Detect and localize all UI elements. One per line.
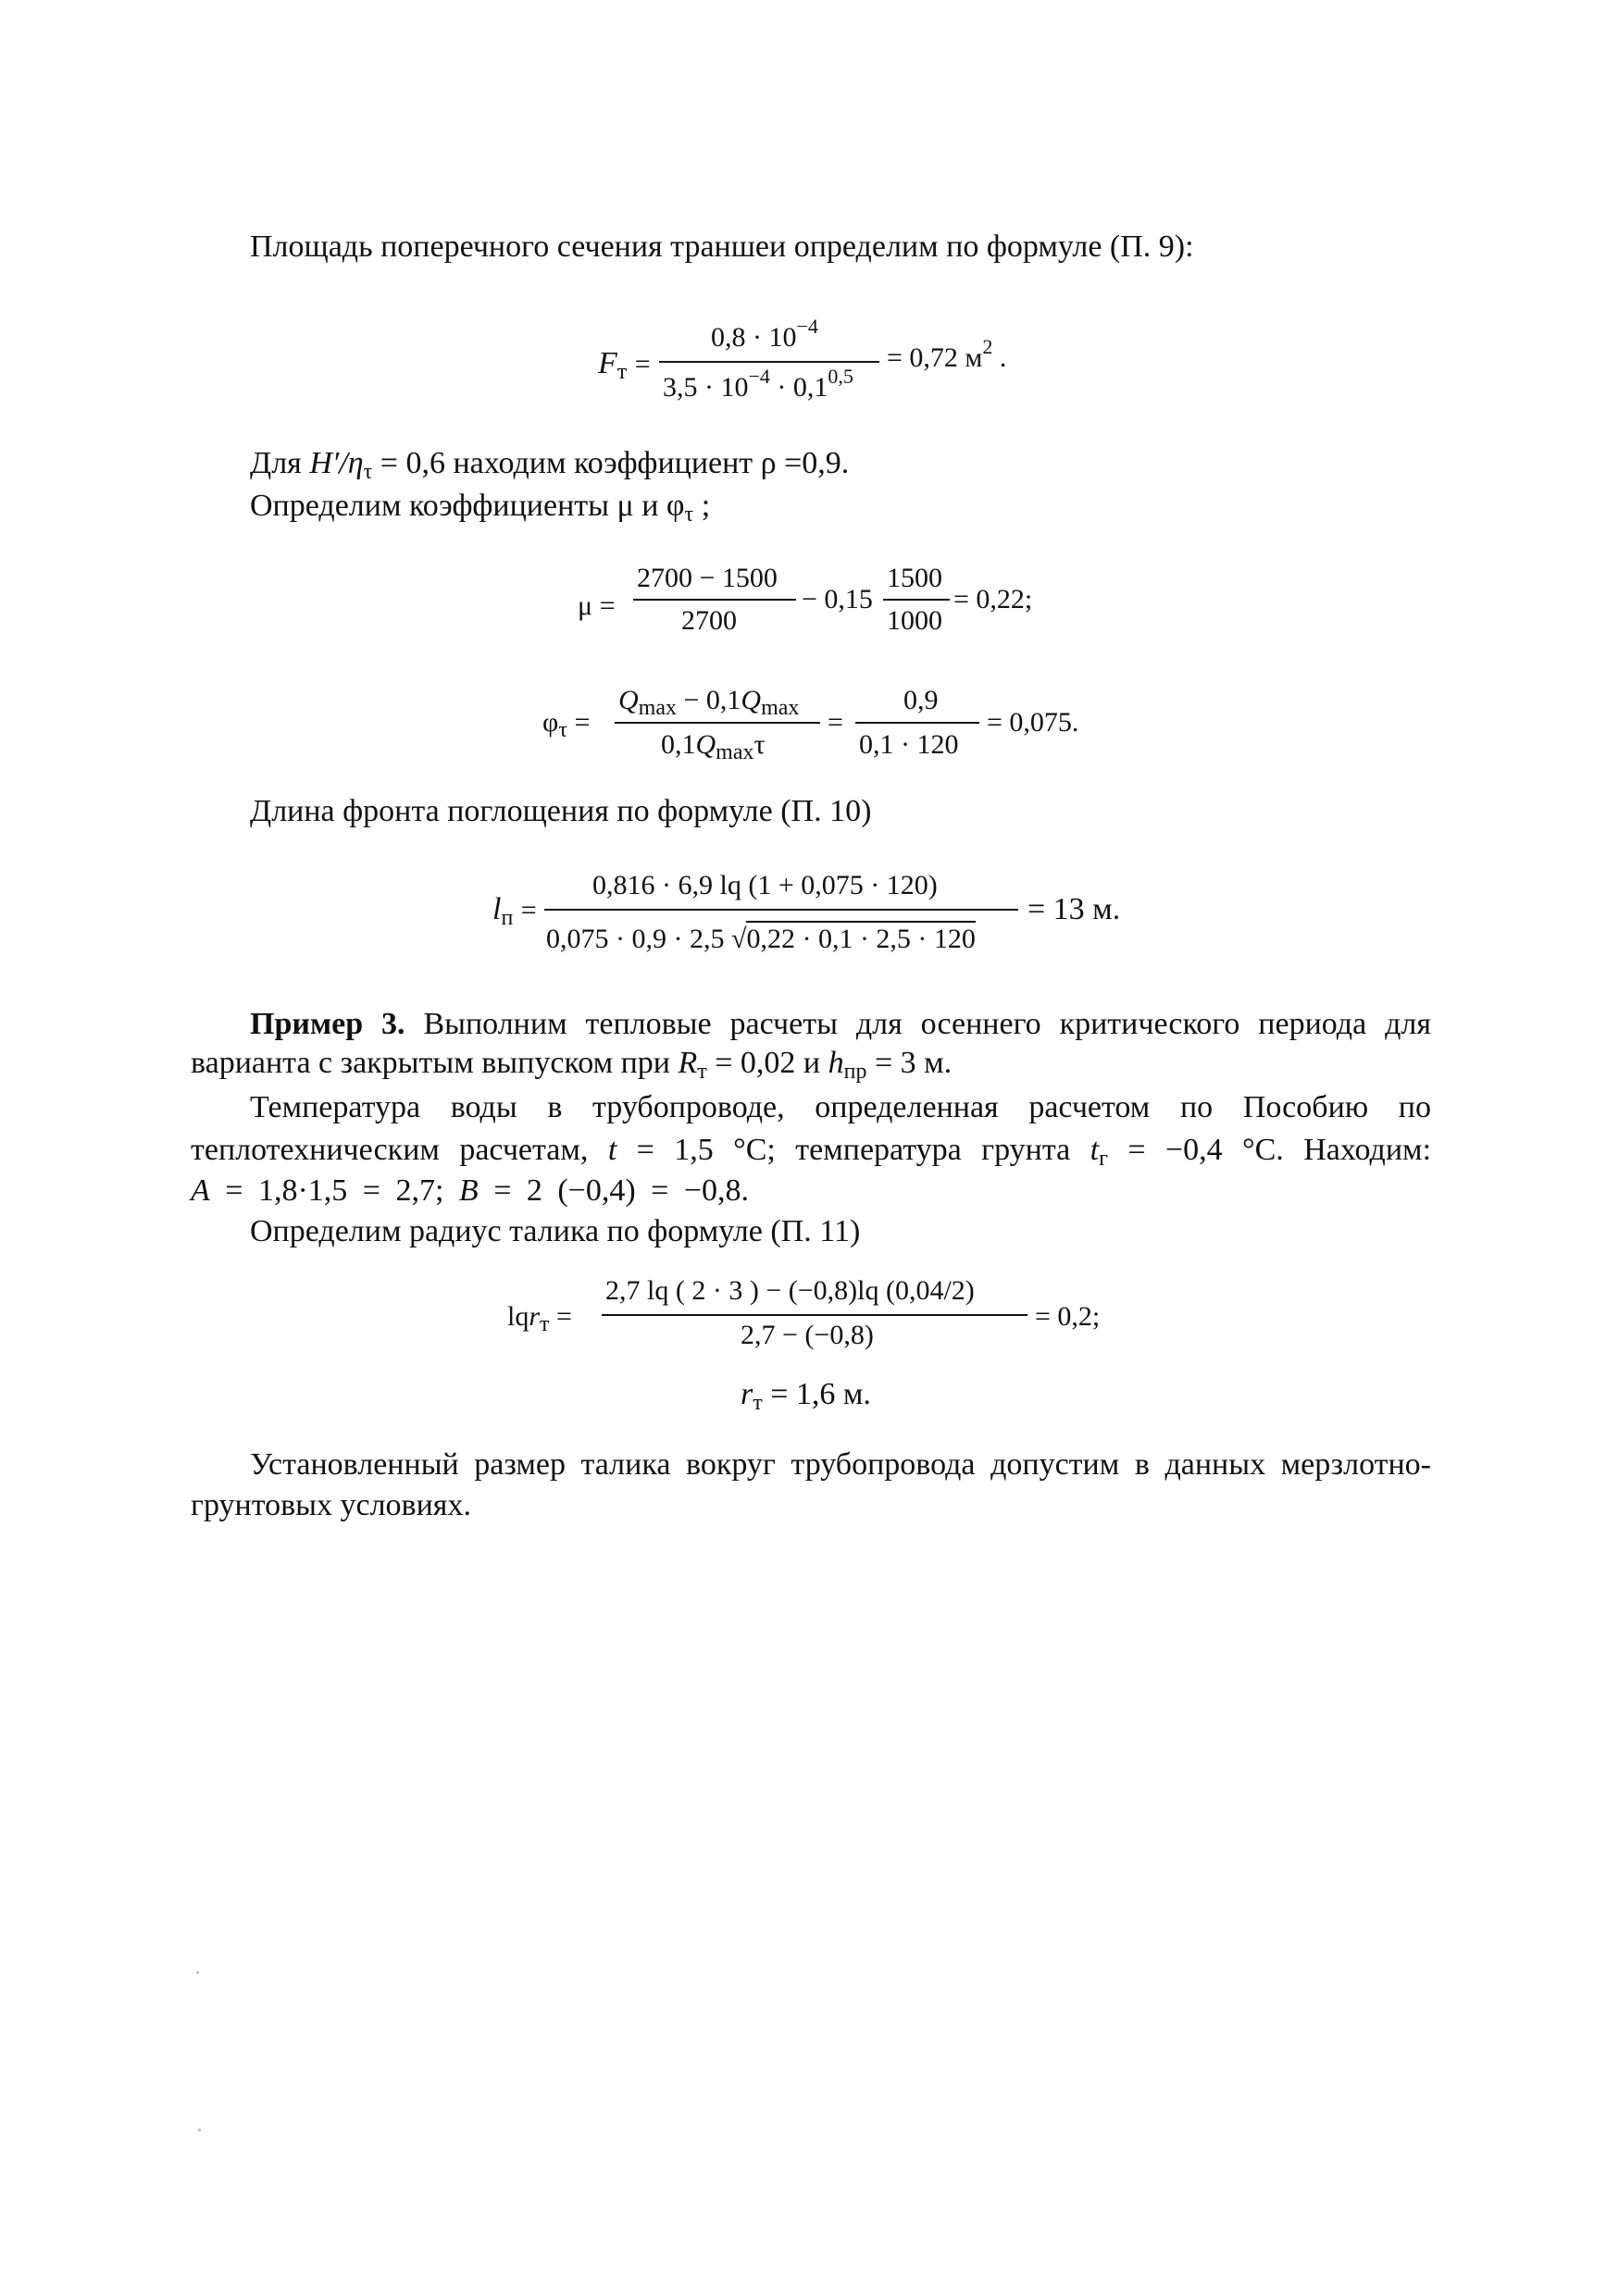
lqrt-numerator: 2,7 lq ( 2 · 3 ) − (−0,8)lq (0,04/2) bbox=[605, 1275, 975, 1306]
mu-result: = 0,22; bbox=[953, 584, 1033, 614]
phi-den1: $0,1Q_{max}\tau$ bbox=[661, 729, 766, 764]
temp-line3: A = 1,8·1,5 = 2,7; B = 2 (−0,4) = −0,8. bbox=[191, 1173, 750, 1208]
phi-num2: 0,9 bbox=[903, 685, 939, 715]
mu-mid: − 0,15 bbox=[802, 584, 873, 614]
conclusion-line2: грунтовых условиях. bbox=[191, 1488, 471, 1522]
mu-num2: 1500 bbox=[887, 563, 942, 593]
scan-speck bbox=[196, 1971, 199, 1974]
phi-lhs: $\varphi_\tau$ = bbox=[542, 707, 591, 742]
coef-line: Определим коэффициенты μ и $\varphi_\tau$ ; bbox=[250, 489, 711, 527]
lqrt-result: = 0,2; bbox=[1035, 1301, 1101, 1332]
phi-result: = 0,075. bbox=[987, 707, 1079, 738]
phi-num1: $Q_{max} - 0,1Q_{max}$ bbox=[618, 685, 800, 720]
conclusion-line1: Установленный размер талика вокруг трубопровода допустим в данных мерзлотно- bbox=[250, 1447, 1431, 1482]
ft-fraction-bar bbox=[659, 361, 879, 363]
phi-bar2 bbox=[855, 722, 979, 724]
mu-bar1 bbox=[633, 599, 796, 601]
ft-var: F bbox=[598, 346, 617, 380]
phi-den2: 0,1 · 120 bbox=[859, 729, 959, 760]
rho-line: Для $H'/\eta_\tau = 0,6$ находим коэффициент ρ =0,9. bbox=[250, 446, 850, 484]
example3-line2: варианта с закрытым выпуском при $R_т = 0,02$ и $h_{пр} = 3$ м. bbox=[191, 1046, 953, 1084]
example3-line1: Пример 3. Выполним тепловые расчеты для осеннего критического периода для bbox=[250, 1007, 1431, 1041]
temp-line1: Температура воды в трубопроводе, определенная расчетом по Пособию по bbox=[250, 1090, 1431, 1124]
lqrt-denominator: 2,7 − (−0,8) bbox=[741, 1320, 874, 1350]
lqrt-bar bbox=[602, 1314, 1027, 1316]
ln-result: = 13 м. bbox=[1027, 892, 1121, 926]
ft-sub: т bbox=[616, 360, 628, 384]
ln-lhs: $l_п$ = bbox=[492, 892, 537, 930]
mu-lhs: μ = bbox=[578, 590, 616, 621]
ft-denominator: $3,5 \cdot 10^{-4} \cdot 0,1^{0,5}$ bbox=[663, 365, 853, 403]
ln-numerator: 0,816 · 6,9 lq (1 + 0,075 · 120) bbox=[592, 870, 938, 900]
sqrt-icon: √ bbox=[730, 924, 747, 954]
front-length-text: Длина фронта поглощения по формуле (П. 10) bbox=[250, 794, 872, 828]
radius-text: Определим радиус талика по формуле (П. 11) bbox=[250, 1214, 861, 1248]
ft-result: = 0,72 $м^2$ . bbox=[887, 335, 1007, 373]
ft-numerator: $0,8 \cdot 10^{-4}$ bbox=[711, 315, 818, 353]
temp-line2: теплотехническим расчетам, t = 1,5 °С; температура грунта $t_г = -0,4$ °С. Находим: bbox=[191, 1133, 1432, 1171]
phi-bar1 bbox=[615, 722, 820, 724]
mu-den1: 2700 bbox=[681, 605, 737, 636]
mu-bar2 bbox=[883, 599, 950, 601]
rt-result: $r_т = 1,6$ м. bbox=[741, 1377, 871, 1415]
ln-bar bbox=[544, 909, 1018, 911]
mu-num1: 2700 − 1500 bbox=[637, 563, 778, 593]
ft-eq: = bbox=[634, 349, 651, 379]
ln-denominator: 0,075 · 0,9 · 2,5 √0,22 · 0,1 · 2,5 · 120 bbox=[546, 925, 976, 953]
intro-text: Площадь поперечного сечения траншеи определим по формуле (П. 9): bbox=[250, 230, 1194, 264]
mu-den2: 1000 bbox=[887, 605, 942, 636]
phi-eq2: = bbox=[828, 707, 843, 738]
scan-speck bbox=[198, 2128, 201, 2131]
lqrt-lhs: lqr$_т$ = bbox=[507, 1301, 572, 1336]
